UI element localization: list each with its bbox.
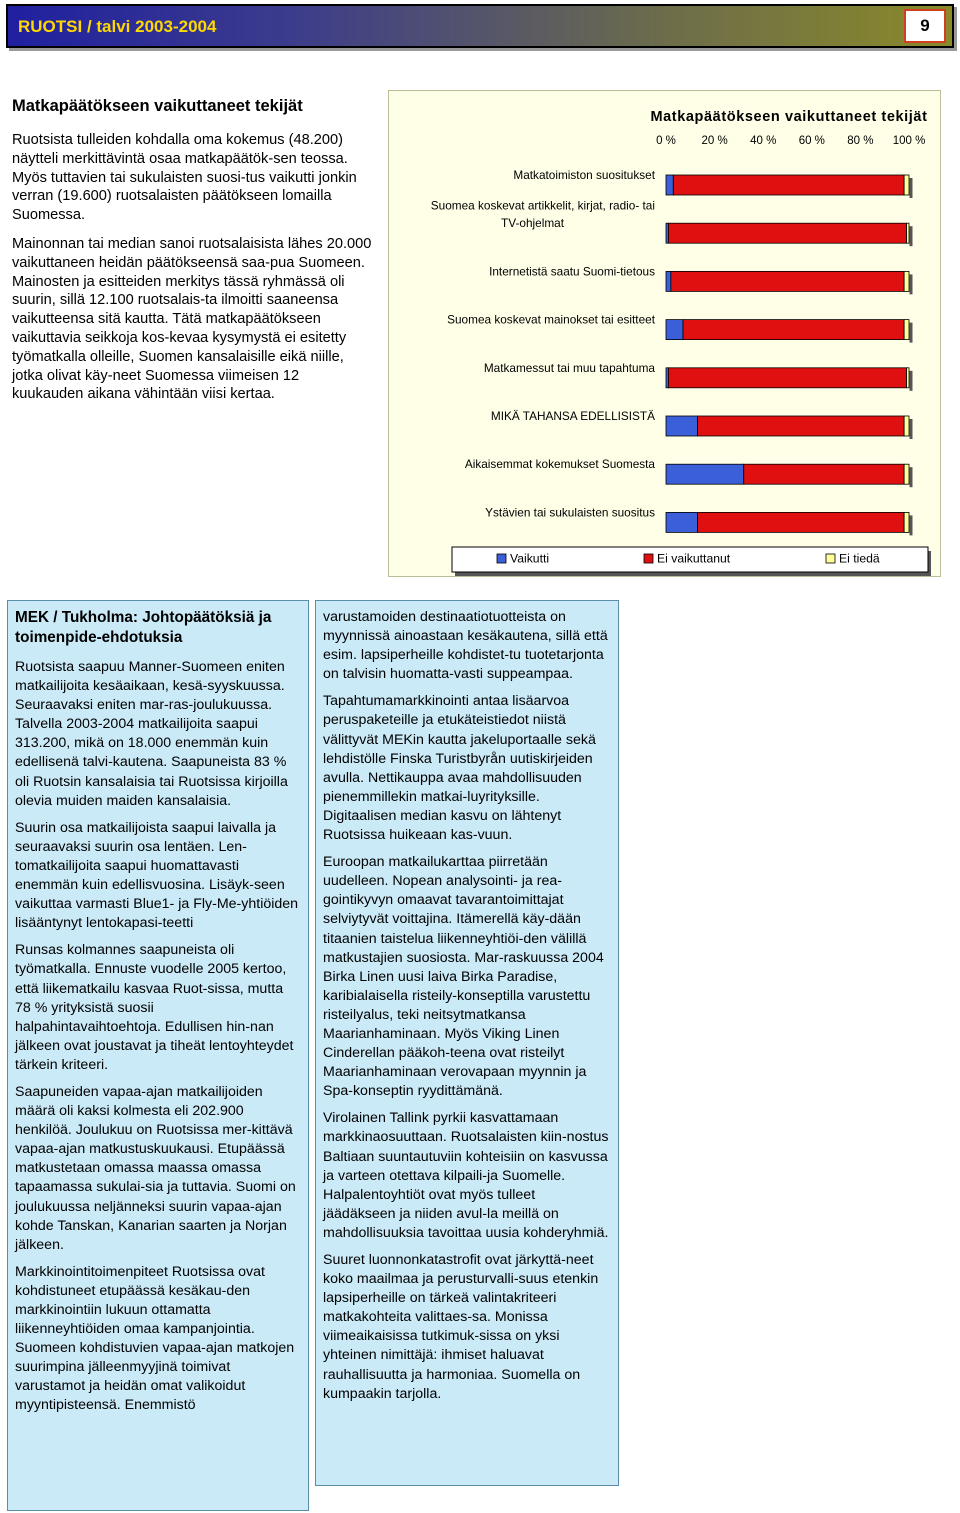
bar-segment-vaikutti [666,512,698,532]
legend-swatch-ei-tieda [826,554,835,563]
page-number: 9 [904,9,946,43]
legend-label-ei-tieda: Ei tiedä [839,551,880,566]
conclusions-paragraph-1: Ruotsista saapuu Manner-Suomeen eniten matkailijoita kesäaikaan, kesä-syyskuussa. Seuraavaksi eniten mar-ras-joulukuussa. Talvella 2003-2004 matkailijoita saapui 313.200, mikä on 18.000 enemmän kuin edellisenä talvi-kautena. Saapuneista 83 % oli Ruotsin kansalaisia tai Ruotsissa kirjoilla olevia muiden maiden kansalaisia. [15,659,288,809]
x-tick-label: 20 % [701,135,728,147]
section-heading: Matkapäätökseen vaikuttaneet tekijät [12,97,303,115]
x-tick-label: 100 % [892,135,926,147]
continued-paragraph-1: varustamoiden destinaatiotuotteista on myynnissä ainoastaan kesäkautena, sillä että esim. lapsiperheille kohdistet-tu tuotetarjonta on talvisin huomatta-vasti suppeampaa. [323,609,608,683]
bar-segment-ei-vaikuttanut [698,512,905,532]
continued-paragraph-4: Virolainen Tallink pyrkii kasvattamaan markkinaosuuttaan. Ruotsalaisten kiin-nostus Baltiaan suuntautuviin kohteisiin on kasvussa ja varteen otettava kilpaili-ja Suomelle. Halpalentoyhtiöt ovat myös tulleet jäädäkseen ja niiden avul-la meillä on mahdollisuuksia tavoittaa uusia kohderyhmiä. [323,1110,609,1241]
bar-shadow [910,467,913,487]
bar-segment-ei-tieda [904,416,909,436]
bar-shadow [910,226,913,246]
bar-shadow [910,419,913,439]
bar-shadow [910,274,913,294]
intro-section [12,96,372,414]
bar-segment-vaikutti [666,320,683,340]
intro-paragraph-2: Mainonnan tai median sanoi ruotsalaisista lähes 20.000 vaikuttaneen heidän päätökseensä saa-pua Suomeen. Mainosten ja esitteiden merkitys tässä ryhmässä oli suurin, sillä 12.100 ruotsalais-ta ilmoitti saaneensa vaikutteensa sitä kautta. Tätä matkapäätökseen vaikuttavia seikkoja kos-kevaa kysymystä ei esitetty työmatkalla olleille, Suomen kansalaisille eikä niille, jotka olivat käy-neet Suomessa viimeisen 12 kuukauden aikana vähintään viisi kertaa. [12,235,372,403]
category-label: Suomea koskevat artikkelit, kirjat, radio- tai TV-ohjelmat [430,198,655,231]
bar-segment-ei-tieda [904,271,909,291]
category-label: Internetistä saatu Suomi-tietous [489,264,655,279]
bar-shadow [910,515,913,535]
bar-segment-ei-vaikuttanut [698,416,905,436]
bar-segment-ei-tieda [904,512,909,532]
conclusions-heading: MEK / Tukholma: Johtopäätöksiä ja toimenpide-ehdotuksia [15,609,272,646]
bar-shadow [910,323,913,343]
bar-segment-vaikutti [666,175,673,195]
category-label: Ystävien tai sukulaisten suositus [485,505,655,520]
bar-segment-ei-tieda [907,368,909,388]
chart-panel [388,90,941,577]
legend-swatch-ei-vaikuttanut [644,554,653,563]
conclusions-paragraph-3: Runsas kolmannes saapuneista oli työmatkalla. Ennuste vuodelle 2005 kertoo, että liikematkailu kasvaa Ruot-sissa, mutta 78 % yrityksistä suosii halpahintavaihtoehtoja. Edullisen hin-nan jälkeen ovat joustavat ja tiheät lentoyhteydet tärkein kriteeri. [15,942,294,1073]
x-tick-label: 0 % [656,135,676,147]
continued-paragraph-2: Tapahtumamarkkinointi antaa lisäarvoa peruspaketeille ja etukäteistiedot niistä välittyvät MEKin kautta jakeluportaalle sekä lehdistölle Finska Turistbyrån uutiskirjeiden avulla. Nettikauppa avaa mahdollisuuden pienemmillekin matkai-luyrityksille. Digitaalisen median kasvu on lähtenyt Ruotsissa huikeaan kas-vuun. [323,693,596,844]
x-tick-label: 40 % [750,135,777,147]
bar-segment-ei-vaikuttanut [744,464,904,484]
bar-segment-ei-tieda [904,175,909,195]
continued-paragraph-5: Suuret luonnonkatastrofit ovat järkyttä-neet koko maailmaa ja perusturvalli-suus etenkin lapsiperheille on tärkeä valintakriteeri matkakohteita valittaes-sa. Monissa viimeaikaisissa tutkimuk-sissa on yksi yhteinen nimittäjä: ihmiset haluavat rauhallisuutta ja harmoniaa. Suomella on kumpaakin tarjolla. [323,1252,599,1402]
x-tick-label: 80 % [847,135,874,147]
category-label: Aikaisemmat kokemukset Suomesta [464,457,655,472]
bar-segment-ei-vaikuttanut [671,271,904,291]
bar-segment-ei-tieda [907,223,909,243]
page-header [6,4,954,48]
conclusions-paragraph-5: Markkinointitoimenpiteet Ruotsissa ovat kohdistuneet etupäässä kesäkau-den markkinointiin lukuun ottamatta liikenneyhtiöiden omaa kampanjointia. Suomeen kohdistuvien vapaa-ajan matkojen suurimpina jälleenmyyjinä toimivat varustamot ja heidän omat valikoidut myyntipisteensä. Enemmistö [15,1263,295,1414]
stacked-bar-chart [389,91,942,578]
category-label: Suomea koskevat mainokset tai esitteet [447,312,655,327]
conclusions-box [7,600,309,1511]
conclusions-paragraph-2: Suurin osa matkailijoista saapui laivalla ja seuraavaksi suurin osa lentäen. Len-tomatkailijoita saapui huomattavasti enemmän kuin edellisvuosina. Lisäyk-seen vaikuttaa varmasti Blue1- ja Fly-Me-yhtiöiden lisääntynyt lentokapasi-teetti [15,819,299,932]
x-tick-label: 60 % [798,135,825,147]
bar-segment-vaikutti [666,271,671,291]
bar-segment-ei-vaikuttanut [668,368,906,388]
conclusions-continued-box [315,600,619,1486]
chart-legend [452,547,931,576]
category-label: Matkatoimiston suositukset [513,168,655,182]
category-label: MIKÄ TAHANSA EDELLISISTÄ [490,409,655,423]
intro-paragraph-1: Ruotsista tulleiden kohdalla oma kokemus (48.200) näytteli merkittävintä osaa matkapäätök-sen teossa. Myös tuttavien tai sukulaisten suosi-tus vaikutti jonkin verran (19.600) ruotsalaisten päätökseen lomailla Suomessa. [12,132,357,224]
continued-paragraph-3: Euroopan matkailukarttaa piirretään uudelleen. Nopean analysointi- ja rea-gointikyvyn omaavat tavarantoimittajat selviytyvät voittajina. Itämerellä käy-dään titaanien taistelua liikenneyhtiöi-den välillä matkustajien suosiosta. Mar-raskuussa 2004 Birka Linen uusi laiva Birka Paradise, karibialaisella risteily-konseptilla varustettu risteilyalus, teki neitsytmatkansa Maarianhaminaan. Myös Viking Linen Cinderellan pääkoh-teena ovat risteilyt Maarianhaminaan verovapaan myynnin ja Spa-konseptin ryydittämänä. [323,854,604,1100]
bar-segment-vaikutti [666,416,698,436]
category-label: Matkamessut tai muu tapahtuma [483,360,655,375]
bar-segment-ei-tieda [904,464,909,484]
bar-segment-ei-vaikuttanut [683,320,904,340]
legend-label-vaikutti: Vaikutti [510,551,550,566]
bar-shadow [910,178,913,198]
legend-swatch-vaikutti [497,554,506,563]
bar-segment-vaikutti [666,464,744,484]
conclusions-paragraph-4: Saapuneiden vapaa-ajan matkailijoiden määrä oli kaksi kolmesta eli 202.900 henkilöä. Joulukuu on Ruotsissa mer-kittävä vapaa-ajan matkustuskuukausi. Etupäässä matkustetaan omassa maassa omassa tapaamassa sukulai-sia ja tuttavia. Suomi on joulukuussa neljänneksi suurin vapaa-ajan kohde Tanskan, Kanarian saarten ja Norjan jälkeen. [15,1083,296,1253]
bar-segment-ei-tieda [904,320,909,340]
bar-segment-ei-vaikuttanut [668,223,906,243]
chart-title: Matkapäätökseen vaikuttaneet tekijät [650,109,928,125]
bar-shadow [910,371,913,391]
bar-segment-ei-vaikuttanut [673,175,904,195]
header-title: RUOTSI / talvi 2003-2004 [18,17,217,36]
legend-label-ei-vaikuttanut: Ei vaikuttanut [657,551,731,566]
